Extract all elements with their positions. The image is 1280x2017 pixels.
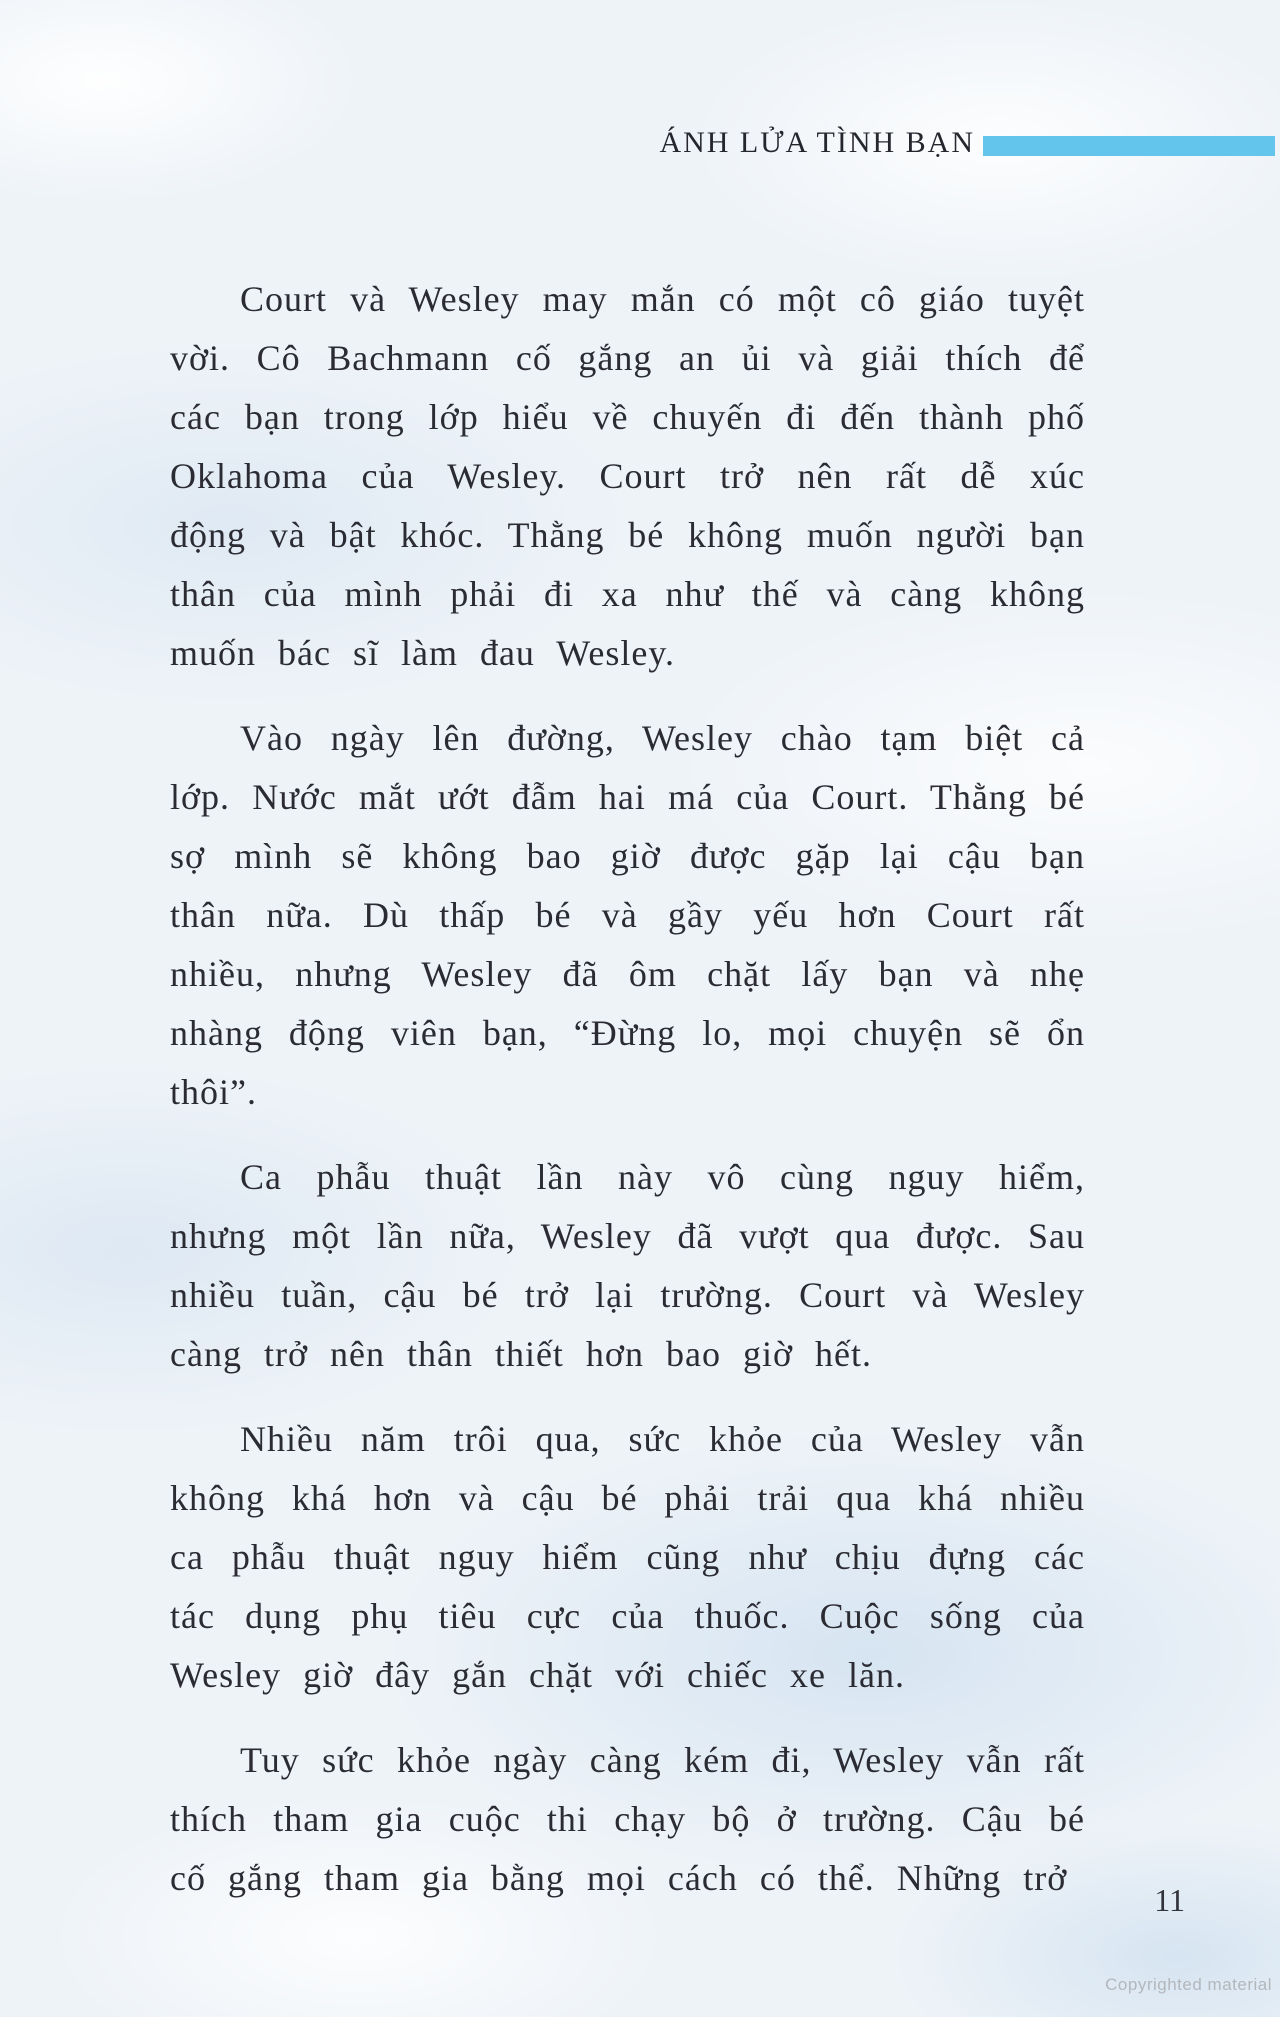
paragraph: Ca phẫu thuật lần này vô cùng nguy hiểm, nhưng một lần nữa, Wesley đã vượt qua được. Sau nhiều tuần, cậu bé trở lại trường. Court và Wesley càng trở nên thân thiết hơn bao giờ hết. bbox=[170, 1157, 1085, 1374]
page-number: 11 bbox=[1154, 1882, 1185, 1918]
body-text bbox=[170, 270, 1085, 1934]
paragraph: Nhiều năm trôi qua, sức khỏe của Wesley vẫn không khá hơn và cậu bé phải trải qua khá nhiều ca phẫu thuật nguy hiểm cũng như chịu đựng các tác dụng phụ tiêu cực của thuốc. Cuộc sống của Wesley giờ đây gắn chặt với chiếc xe lăn. bbox=[170, 1419, 1085, 1695]
copyright-notice: Copyrighted material bbox=[1105, 1975, 1272, 1994]
paragraph: Vào ngày lên đường, Wesley chào tạm biệt cả lớp. Nước mắt ướt đẫm hai má của Court. Thằng bé sợ mình sẽ không bao giờ được gặp lại cậu bạn thân nữa. Dù thấp bé và gầy yếu hơn Court rất nhiều, nhưng Wesley đã ôm chặt lấy bạn và nhẹ nhàng động viên bạn, “Đừng lo, mọi chuyện sẽ ổn thôi”. bbox=[170, 718, 1085, 1112]
running-head-title: ÁNH LỬA TÌNH BẠN bbox=[659, 126, 975, 159]
paragraph: Tuy sức khỏe ngày càng kém đi, Wesley vẫn rất thích tham gia cuộc thi chạy bộ ở trường. Cậu bé cố gắng tham gia bằng mọi cách có thể. Những trở bbox=[170, 1740, 1085, 1898]
paragraph: Court và Wesley may mắn có một cô giáo tuyệt vời. Cô Bachmann cố gắng an ủi và giải thích để các bạn trong lớp hiểu về chuyến đi đến thành phố Oklahoma của Wesley. Court trở nên rất dễ xúc động và bật khóc. Thằng bé không muốn người bạn thân của mình phải đi xa như thế và càng không muốn bác sĩ làm đau Wesley. bbox=[170, 279, 1085, 673]
header-accent-bar bbox=[983, 136, 1275, 156]
